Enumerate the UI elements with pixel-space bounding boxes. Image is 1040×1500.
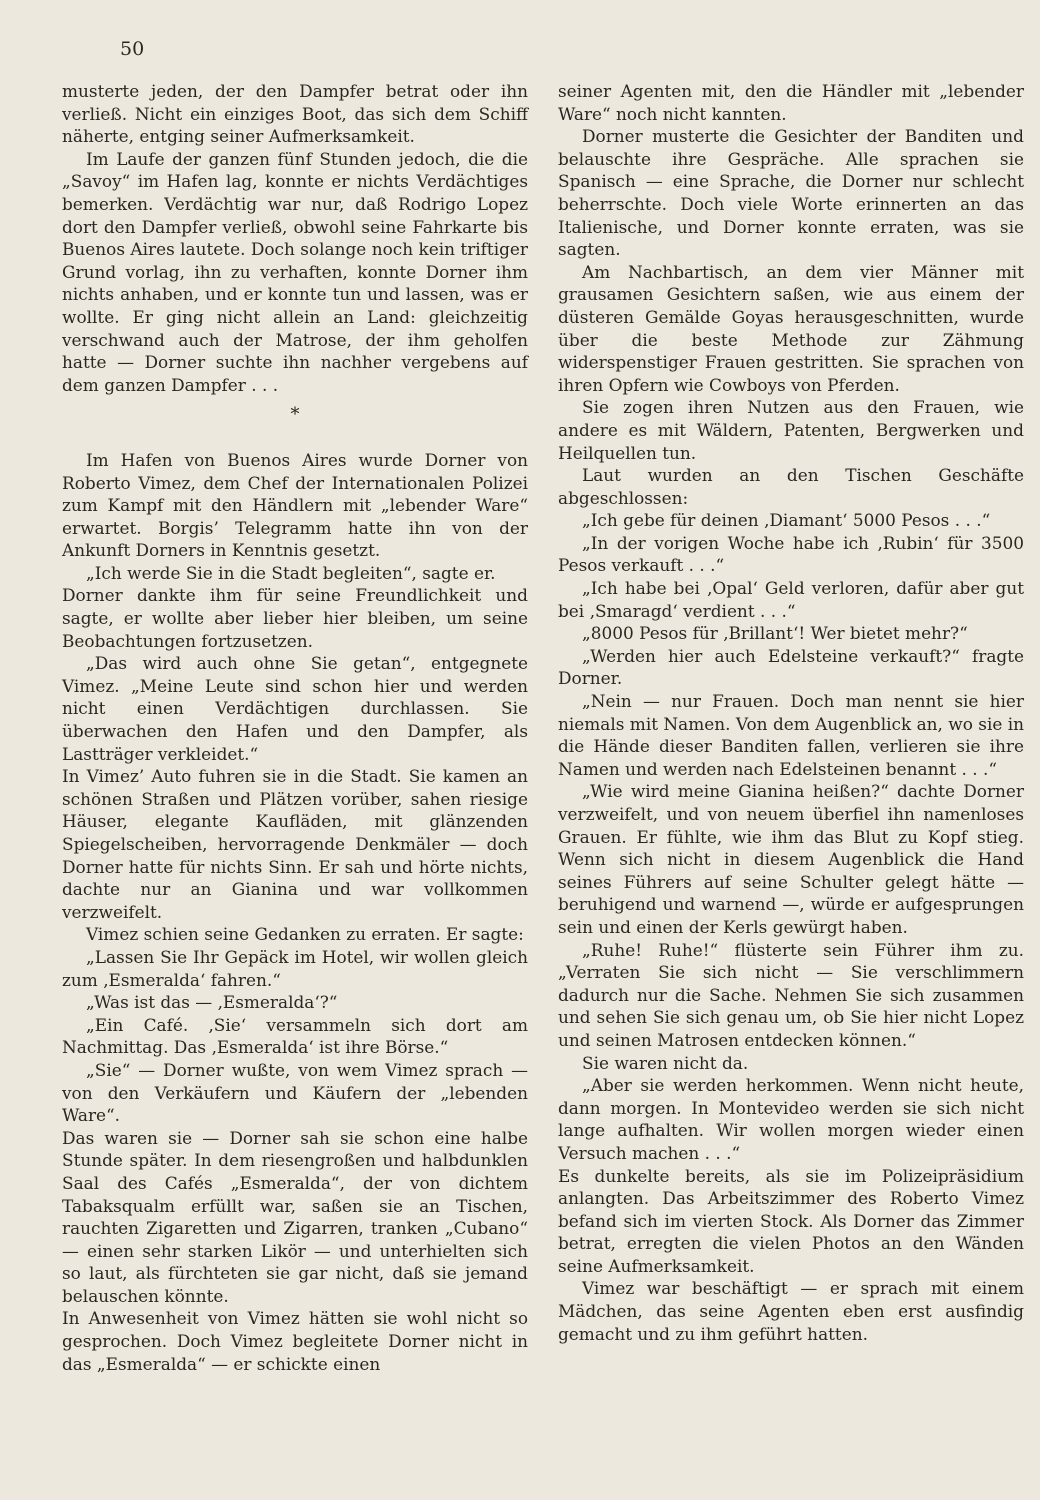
- paragraph: Sie waren nicht da.: [582, 1052, 749, 1073]
- paragraph: „Aber sie werden herkommen. Wenn nicht heute, dann morgen. In Montevideo werden sie sich nicht lange aufhalten. Wir wollen morgen wieder einen Versuch machen . . .“: [558, 1075, 1024, 1163]
- paragraph: Im Laufe der ganzen fünf Stunden jedoch, die die „Savoy“ im Hafen lag, konnte er nichts Verdächtiges bemerken. Verdächtig war nur, daß Rodrigo Lopez dort den Dampfer verließ, obwohl seine Fahrkarte bis Buenos Aires lautete. Doch solange noch kein triftiger Grund vorlag, ihn zu verhaften, konnte Dorner ihm nichts anhaben, und er konnte tun und lassen, was er wollte. Er ging nicht allein an Land: gleichzeitig verschwand auch der Matrose, der ihm geholfen hatte — Dorner suchte ihn nachher vergebens auf dem ganzen Dampfer . . .: [62, 148, 528, 395]
- paragraph: „Werden hier auch Edelsteine verkauft?“ fragte Dorner.: [558, 645, 1024, 689]
- paragraph: Das waren sie — Dorner sah sie schon eine halbe Stunde später. In dem riesengroßen und halbdunklen Saal des Cafés „Esmeralda“, der von dichtem Tabaksqualm erfüllt war, saßen sie an Tischen, rauchten Zigaretten und Zigarren, tranken „Cubano“ — einen sehr starken Likör — und unterhielten sich so laut, als fürchteten sie gar nicht, daß sie jemand belauschen könnte.: [62, 1127, 528, 1306]
- paragraph: Vimez war beschäftigt — er sprach mit einem Mädchen, das seine Agenten eben erst ausfindig gemacht und zu ihm geführt hatten.: [558, 1278, 1024, 1344]
- paragraph: „8000 Pesos für ‚Brillant‘! Wer bietet mehr?“: [582, 623, 968, 644]
- right-column: [558, 80, 1024, 1345]
- paragraph: „Ich habe bei ‚Opal‘ Geld verloren, dafür aber gut bei ‚Smaragd‘ verdient . . .“: [558, 578, 1024, 621]
- paragraph: „Das wird auch ohne Sie getan“, entgegnete Vimez. „Meine Leute sind schon hier und werden nicht einen Verdächtigen durchlassen. Sie überwachen den Hafen und den Dampfer, als Lastträger verkleidet.“: [62, 653, 528, 764]
- paragraph: Es dunkelte bereits, als sie im Polizeipräsidium anlangten. Das Arbeitszimmer des Roberto Vimez befand sich im vierten Stock. Als Dorner das Zimmer betrat, erregten die vielen Photos an den Wänden seine Aufmerksamkeit.: [558, 1165, 1024, 1276]
- paragraph: „Ruhe! Ruhe!“ flüsterte sein Führer ihm zu. „Verraten Sie sich nicht — Sie verschlimmern dadurch nur die Sache. Nehmen Sie sich zusammen und sehen Sie sich genau um, ob Sie hier nicht Lopez und seinen Matrosen entdecken können.“: [558, 939, 1024, 1050]
- paragraph: „Ein Café. ‚Sie‘ versammeln sich dort am Nachmittag. Das ‚Esmeralda‘ ist ihre Börse.“: [62, 1014, 528, 1058]
- paragraph: In Anwesenheit von Vimez hätten sie wohl nicht so gesprochen. Doch Vimez begleitete Dorner nicht in das „Esmeralda“ — er schickte einen: [62, 1308, 528, 1374]
- left-column: [62, 80, 528, 1375]
- paragraph: Sie zogen ihren Nutzen aus den Frauen, wie andere es mit Wäldern, Patenten, Bergwerken und Heilquellen tun.: [558, 397, 1024, 463]
- paragraph: „Wie wird meine Gianina heißen?“ dachte Dorner verzweifelt, und von neuem überfiel ihn namenloses Grauen. Er fühlte, wie ihm das Blut zu Kopf stieg. Wenn sich nicht in diesem Augenblick die Hand seines Führers auf seine Schulter gelegt hätte — beruhigend und warnend —, würde er aufgesprungen sein und einen der Kerls gewürgt haben.: [558, 781, 1024, 937]
- page-number: 50: [120, 38, 145, 60]
- paragraph: Im Hafen von Buenos Aires wurde Dorner von Roberto Vimez, dem Chef der Internationalen Polizei zum Kampf mit den Händlern mit „lebender Ware“ erwartet. Borgis’ Telegramm hatte ihn von der Ankunft Dorners in Kenntnis gesetzt.: [62, 449, 528, 561]
- paragraph: Vimez schien seine Gedanken zu erraten. Er sagte:: [86, 924, 524, 945]
- paragraph: seiner Agenten mit, den die Händler mit „lebender Ware“ noch nicht kannten.: [558, 81, 1024, 124]
- paragraph: „Ich gebe für deinen ‚Diamant‘ 5000 Pesos . . .“: [582, 510, 991, 531]
- paragraph: Laut wurden an den Tischen Geschäfte abgeschlossen:: [558, 465, 1024, 508]
- paragraph: „Ich werde Sie in die Stadt begleiten“, sagte er.: [86, 562, 496, 583]
- paragraph: Dorner dankte ihm für seine Freundlichkeit und sagte, er wollte aber lieber hier bleiben, um seine Beobachtungen fortzusetzen.: [62, 585, 528, 651]
- paragraph: In Vimez’ Auto fuhren sie in die Stadt. Sie kamen an schönen Straßen und Plätzen vorüber, sahen riesige Häuser, elegante Kaufläden, mit glänzenden Spiegelscheiben, hervorragende Denkmäler — doch Dorner hatte für nichts Sinn. Er sah und hörte nichts, dachte nur an Gianina und war vollkommen verzweifelt.: [62, 766, 528, 922]
- paragraph: musterte jeden, der den Dampfer betrat oder ihn verließ. Nicht ein einziges Boot, das sich dem Schiff näherte, entging seiner Aufmerksamkeit.: [62, 81, 528, 147]
- paragraph: „Was ist das — ‚Esmeralda‘?“: [86, 992, 338, 1013]
- paragraph: Am Nachbartisch, an dem vier Männer mit grausamen Gesichtern saßen, wie aus einem der düsteren Gemälde Goyas herausgeschnitten, wurde über die beste Methode zur Zähmung widerspenstiger Frauen gestritten. Sie sprachen von ihren Opfern wie Cowboys von Pferden.: [558, 261, 1024, 395]
- paragraph: „Lassen Sie Ihr Gepäck im Hotel, wir wollen gleich zum ‚Esmeralda‘ fahren.“: [62, 946, 528, 990]
- paragraph: „Sie“ — Dorner wußte, von wem Vimez sprach — von den Verkäufern und Käufern der „lebenden Ware“.: [62, 1059, 528, 1126]
- section-separator: *: [290, 404, 300, 426]
- paragraph: „Nein — nur Frauen. Doch man nennt sie hier niemals mit Namen. Von dem Augenblick an, wo sie in die Hände dieser Banditen fallen, verlieren sie ihre Namen und werden nach Edelsteinen benannt . . .“: [558, 691, 1024, 779]
- paragraph: „In der vorigen Woche habe ich ‚Rubin‘ für 3500 Pesos verkauft . . .“: [558, 532, 1024, 576]
- paragraph: Dorner musterte die Gesichter der Banditen und belauschte ihre Gespräche. Alle sprachen sie Spanisch — eine Sprache, die Dorner nur schlecht beherrschte. Doch viele Worte erinnerten an das Italienische, und Dorner konnte erraten, was sie sagten.: [558, 126, 1024, 260]
